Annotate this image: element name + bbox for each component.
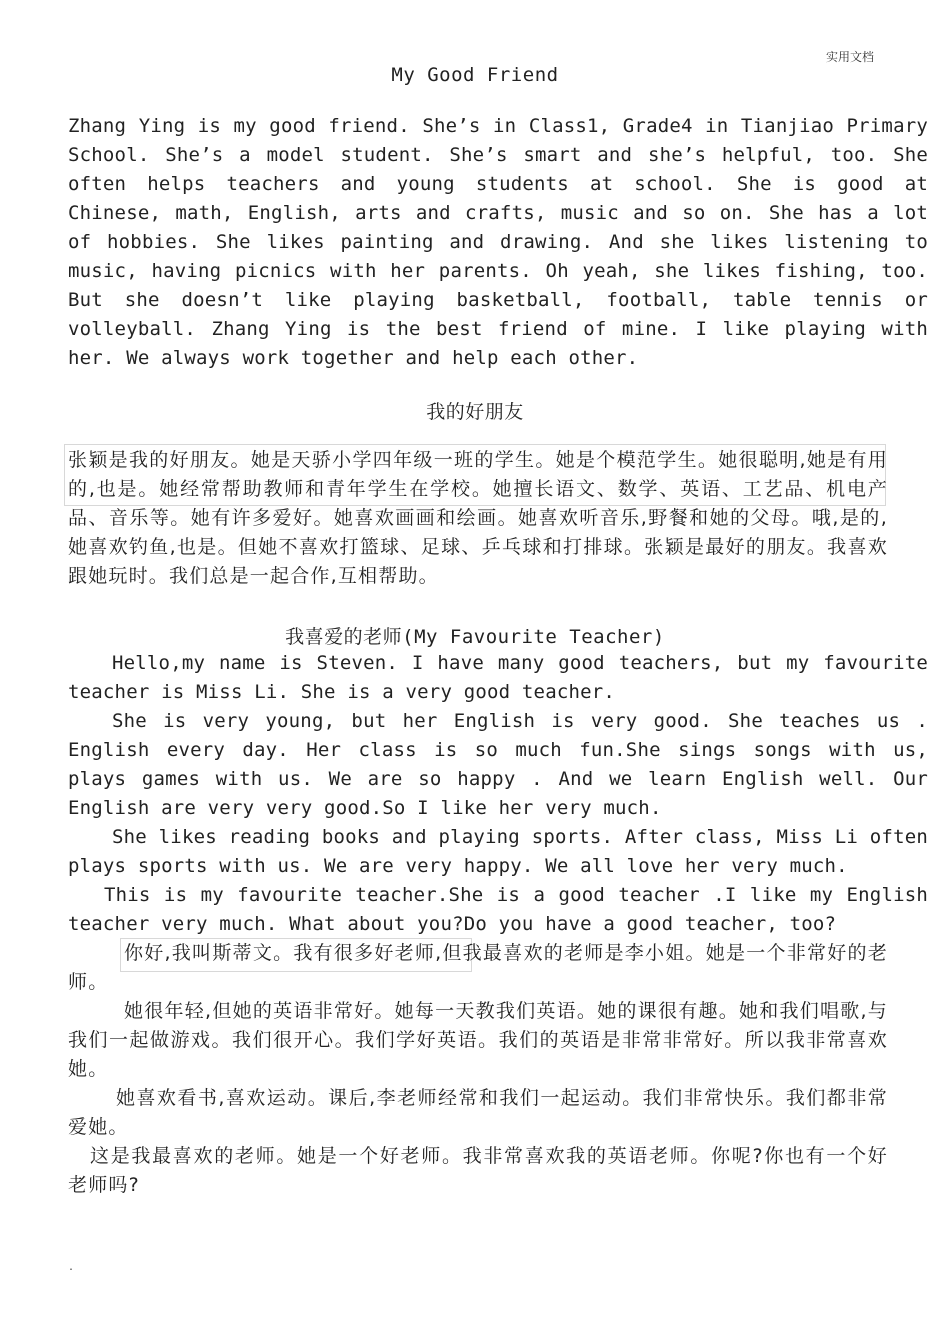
essay-good-friend-chinese: 张颖是我的好朋友。她是天骄小学四年级一班的学生。她是个模范学生。她很聪明,她是有用的,也是。她经常帮助教师和青年学生在学校。她擅长语文、数学、英语、工艺品、机电产品、音乐等。她有许多爱好。她喜欢画画和绘画。她喜欢听音乐,野餐和她的父母。哦,是的,她喜欢钓鱼,也是。但她不喜欢打篮球、足球、乒乓球和打排球。张颖是最好的朋友。我喜欢跟她玩时。我们总是一起合作,互相帮助。: [68, 449, 888, 587]
teacher-paragraph-4: This is my favourite teacher.She is a good teacher .I like my English teacher very much. What about you?Do you have a good teacher, too?: [68, 884, 928, 935]
title-good-friend-chinese: 我的好朋友: [426, 401, 524, 423]
essay-good-friend-english: Zhang Ying is my good friend. She’s in Class1, Grade4 in Tianjiao Primary School. She’s a model student. She’s smart and she’s helpful, too. She often helps teachers and young students at school. She is good at Chinese, math, English, arts and crafts, music and so on. She has a lot of hobbies. She likes painting and drawing. And she likes listening to music, having picnics with her parents. Oh yeah, she likes fishing, too. But she doesn’t like playing basketball, football, table tennis or volleyball. Zhang Ying is the best friend of mine. I like playing with her. We always work together and help each other.: [68, 115, 928, 369]
title-my-good-friend: My Good Friend: [391, 64, 559, 86]
teacher-paragraph-3: She likes reading books and playing sports. After class, Miss Li often plays sports with us. We are very happy. We all love her very much.: [68, 826, 928, 877]
teacher-cn-paragraph-3: 她喜欢看书,喜欢运动。课后,李老师经常和我们一起运动。我们非常快乐。我们都非常爱她。: [68, 1087, 888, 1138]
teacher-cn-paragraph-4: 这是我最喜欢的老师。她是一个好老师。我非常喜欢我的英语老师。你呢?你也有一个好老师吗?: [68, 1145, 888, 1196]
teacher-cn-paragraph-1: 你好,我叫斯蒂文。我有很多好老师,但我最喜欢的老师是李小姐。她是一个非常好的老师。: [68, 942, 888, 993]
footer-mark: .: [68, 1262, 75, 1273]
teacher-cn-paragraph-2: 她很年轻,但她的英语非常好。她每一天教我们英语。她的课很有趣。她和我们唱歌,与我们一起做游戏。我们很开心。我们学好英语。我们的英语是非常非常好。所以我非常喜欢她。: [68, 1000, 888, 1080]
title-favourite-teacher: 我喜爱的老师(My Favourite Teacher): [285, 626, 665, 648]
header-tag: 实用文档: [826, 50, 875, 64]
teacher-paragraph-2: She is very young, but her English is very good. She teaches us . English every day. Her class is so much fun.She sings songs with us, plays games with us. We are so happy . And we learn English well. Our English are very very good.So I like her very much.: [68, 710, 928, 819]
teacher-paragraph-1: Hello,my name is Steven. I have many good teachers, but my favourite teacher is Miss Li. She is a very good teacher.: [68, 652, 928, 703]
